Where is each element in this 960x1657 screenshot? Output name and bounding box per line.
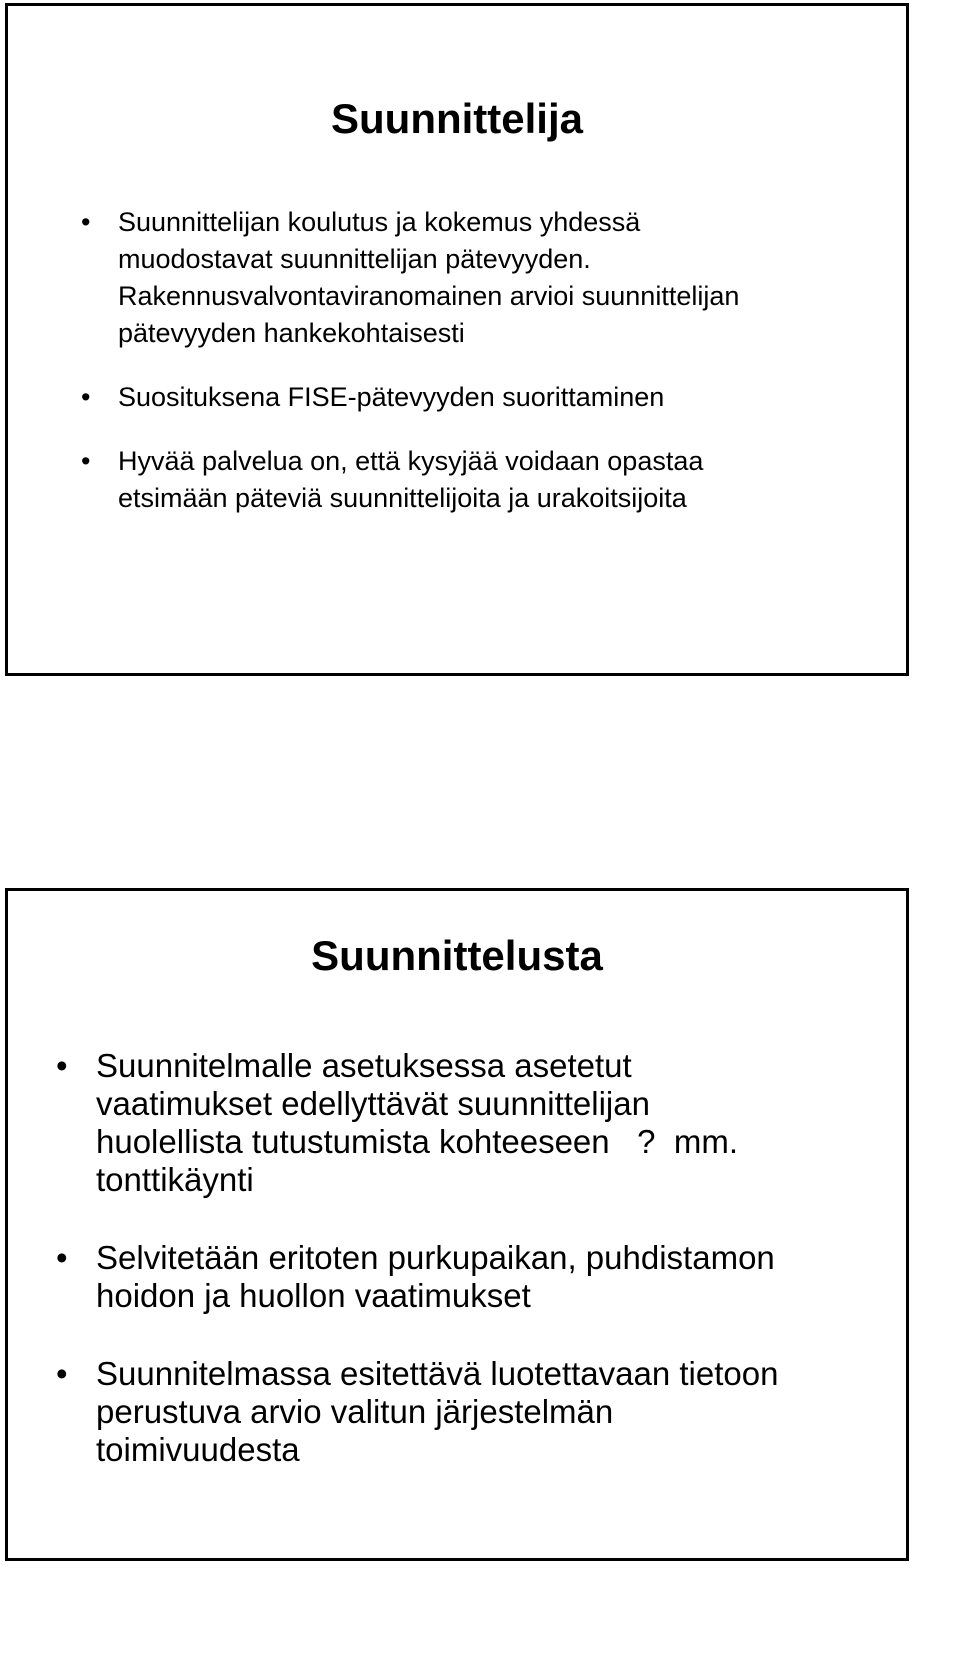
bullet-text-line: toimivuudesta (96, 1431, 300, 1468)
bullet-text-line: Suosituksena FISE-pätevyyden suorittaminen (118, 382, 665, 412)
bullet-item (56, 1355, 886, 1469)
bullet-icon: • (56, 1239, 68, 1276)
bullet-item (81, 204, 881, 352)
bullet-icon: • (81, 207, 91, 237)
bullet-text-line: Rakennusvalvontaviranomainen arvioi suunnittelijan (118, 281, 740, 311)
bullet-item (56, 1047, 886, 1199)
bullet-icon: • (81, 446, 91, 476)
bullet-item (81, 379, 881, 416)
bullet-text-line: pätevyyden hankekohtaisesti (118, 318, 465, 348)
bullet-text-line: muodostavat suunnittelijan pätevyyden. (118, 244, 591, 274)
bullet-list (81, 204, 881, 517)
slide-title: Suunnittelusta (311, 932, 603, 979)
bullet-icon: • (56, 1355, 68, 1392)
bullet-item (56, 1239, 886, 1315)
bullet-text-line: Selvitetään eritoten purkupaikan, puhdistamon (96, 1239, 775, 1276)
slide-2 (5, 888, 909, 1561)
bullet-icon: • (56, 1047, 68, 1084)
bullet-text-line: vaatimukset edellyttävät suunnittelijan (96, 1085, 650, 1122)
bullet-text-line: etsimään päteviä suunnittelijoita ja urakoitsijoita (118, 483, 687, 513)
bullet-item (81, 443, 881, 517)
bullet-text-line: Suunnittelijan koulutus ja kokemus yhdessä (118, 207, 641, 237)
bullet-text-line: Suunnitelmalle asetuksessa asetetut (96, 1047, 632, 1084)
bullet-text-line: Hyvää palvelua on, että kysyjää voidaan opastaa (118, 446, 704, 476)
slide-title: Suunnittelija (331, 95, 583, 142)
bullet-text-line: perustuva arvio valitun järjestelmän (96, 1393, 614, 1430)
bullet-text-line: Suunnitelmassa esitettävä luotettavaan tietoon (96, 1355, 779, 1392)
bullet-icon: • (81, 382, 91, 412)
bullet-text-line: huolellista tutustumista kohteeseen ? mm. (96, 1123, 738, 1160)
slide-1 (5, 3, 909, 676)
bullet-list (56, 1047, 886, 1469)
bullet-text-line: hoidon ja huollon vaatimukset (96, 1277, 531, 1314)
bullet-text-line: tonttikäynti (96, 1161, 254, 1198)
